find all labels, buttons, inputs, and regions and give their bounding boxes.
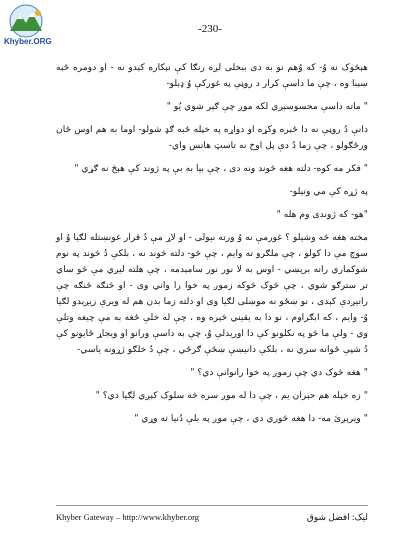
paragraph: "هو- که ژوندی وم هله " <box>276 209 368 220</box>
paragraph: په ژړه کې مي وتيلو- <box>289 186 368 197</box>
footer-site-link[interactable]: Khyber Gateway – http://www.khyber.org <box>56 512 200 522</box>
paragraph: " فکر مه کوه- دلته هغه څوند ونه دی ، چې بيا به بې په ژوند کې هېڅ نه ګړي " <box>74 163 368 174</box>
page-number: -230- <box>198 23 222 35</box>
main-text <box>56 60 368 434</box>
paragraph: مخته هغه څه وشيلو ؟ غورمې نه وُ ورته نيولی - او لاړ مې دُ قرار غونښتله لګيا وُ او سوچ مې دا کولو ، چې ملګرو ته وايم ، چې څو- دلته څوند نه ، بلکې دُ څوند په نوم شوکماري رانه برېښي - اوس به لا نور نور سامېدمه ، چې هلته ليږي مې څو ساي تر سترګو شوي ، چې څوک څوکه زموږ په خوا را واني وی - او څنګه څنګه چې رانيږدې کېدی ، نو ښځو نه موښلی لګيا وی او دلته زما بدن هم له ويرې زيږېدو لګيا وُ- وايم ، که ابګراوم ، نو دا به يقيني څېره وه ، چې له خلې ځغه به مې چيغه وتلې وي - ولې ما څو په نکلونو کې دا اوريدلې وُ، چې به داسې ورانو او ويجاړ ځايونو کې دُ شپې ځوانه سري نه ، بلکې دانيښې ښځې ګرځي ، چې دُ خلګو ژړونه ياسي- <box>56 232 368 355</box>
paragraph: " هغه څوک دي چې زموږ په خوا رانوانې دي؟ " <box>190 367 368 378</box>
paragraph: هېڅوک نه وُ- که وُهم نو به دی ببخلی لږه رنګا کې نېکاره کېدو نه - او دومره ځېه ښېبا وه ، چې ما داسې کرار د روڼې په غورکې وُ ډېلو- <box>56 62 368 89</box>
page-footer <box>56 505 368 522</box>
paragraph: " ويرېږئ مه- دا هغه څوري دي ، چې موږ په بلې دُنيا ته وړي " <box>134 413 368 424</box>
footer-author: ليک: افضل شوق <box>306 512 368 522</box>
paragraph: " زه خپله هم حېران يم ، چې دا له موږ سره څه سلوک کېږي لګيا دي؟ " <box>95 390 368 401</box>
paragraph: دانې دُ روڼې نه دا ځېره وکړه او دواړه په خپله ځبه ګډ شولو- اوما به هم اوس ځان ورځګولو ، چې زما دُ دې پل اوخ نه تاسټ هاتس واي- <box>56 124 368 151</box>
paragraph: " ماته داسې محسوسېږي لکه موږ چې ګېر شوي يُو " <box>166 101 368 112</box>
logo-text: Khyber.ORG <box>4 37 52 46</box>
